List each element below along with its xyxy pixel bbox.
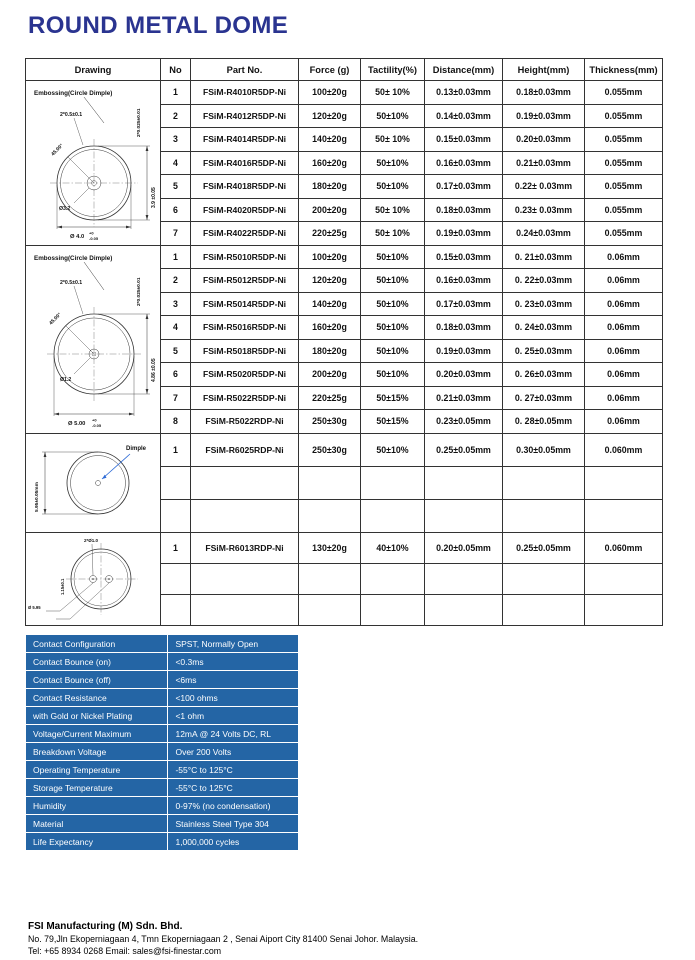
- cell-height: 0.22± 0.03mm: [503, 175, 585, 199]
- table-row: [26, 532, 663, 563]
- pitch-dim-label: 1.15±0.1: [60, 578, 65, 595]
- cell-dist: 0.16±0.03mm: [425, 151, 503, 175]
- cell-dist: 0.13±0.03mm: [425, 81, 503, 105]
- col-header-height: Height(mm): [503, 59, 585, 81]
- table-row: [26, 245, 663, 269]
- col-header-tactility: Tactility(%): [361, 59, 425, 81]
- spec-value: Stainless Steel Type 304: [168, 815, 299, 833]
- center-dia-label: Ø1.2: [60, 376, 72, 383]
- cell-force: 130±20g: [299, 532, 361, 563]
- cell-no: [161, 499, 191, 532]
- drawing-title-label: Embossing(Circle Dimple): [34, 90, 113, 97]
- cell-tact: 50±15%: [361, 386, 425, 410]
- spec-label: Voltage/Current Maximum: [26, 725, 168, 743]
- col-header-force: Force (g): [299, 59, 361, 81]
- spec-value: <6ms: [168, 671, 299, 689]
- cell-height: [503, 594, 585, 625]
- spec-row: [26, 797, 299, 815]
- cell-no: 4: [161, 151, 191, 175]
- cell-part: [191, 563, 299, 594]
- spec-label: Material: [26, 815, 168, 833]
- cell-dist: 0.25±0.05mm: [425, 433, 503, 466]
- spec-row: [26, 671, 299, 689]
- electrical-spec-table: [25, 634, 299, 851]
- email-link[interactable]: sales@fsi-finestar.com: [132, 945, 222, 956]
- spec-label: with Gold or Nickel Plating: [26, 707, 168, 725]
- cell-tact: [361, 594, 425, 625]
- tol-plus-label: +0: [92, 417, 97, 422]
- cell-dist: [425, 594, 503, 625]
- cell-dist: [425, 466, 503, 499]
- cell-no: 7: [161, 222, 191, 246]
- cell-thick: 0.055mm: [585, 198, 663, 222]
- cell-no: 3: [161, 292, 191, 316]
- cell-height: 0.19±0.03mm: [503, 104, 585, 128]
- dimple-label: Dimple: [126, 445, 147, 452]
- cell-tact: 40±10%: [361, 532, 425, 563]
- cell-height: 0.18±0.03mm: [503, 81, 585, 105]
- cell-thick: 0.055mm: [585, 151, 663, 175]
- cell-force: 220±25g: [299, 222, 361, 246]
- cell-thick: 0.06mm: [585, 339, 663, 363]
- cell-dist: 0.23±0.05mm: [425, 410, 503, 434]
- drawing-cell: [26, 245, 161, 433]
- cell-height: 0. 24±0.03mm: [503, 316, 585, 340]
- cell-thick: 0.06mm: [585, 316, 663, 340]
- cell-force: 140±20g: [299, 128, 361, 152]
- spec-label: Contact Configuration: [26, 635, 168, 653]
- dim-top-label: 2*0.5±0.1: [60, 279, 83, 286]
- product-table: [25, 58, 663, 626]
- dimple-dia-label: 2*Ø1.0: [84, 537, 99, 543]
- spec-value: 12mA @ 24 Volts DC, RL: [168, 725, 299, 743]
- cell-height: 0.24±0.03mm: [503, 222, 585, 246]
- cell-part: [191, 594, 299, 625]
- cell-thick: 0.06mm: [585, 292, 663, 316]
- cell-thick: 0.055mm: [585, 175, 663, 199]
- cell-part: FSiM-R4022R5DP-Ni: [191, 222, 299, 246]
- cell-tact: 50±10%: [361, 316, 425, 340]
- cell-no: 6: [161, 363, 191, 387]
- outer-dia-label: Ø 5.00: [68, 420, 86, 427]
- spec-label: Breakdown Voltage: [26, 743, 168, 761]
- cell-no: 2: [161, 104, 191, 128]
- cell-force: 220±25g: [299, 386, 361, 410]
- contact-line: [28, 946, 418, 956]
- cell-dist: 0.18±0.03mm: [425, 316, 503, 340]
- cell-no: 4: [161, 316, 191, 340]
- cell-dist: 0.19±0.03mm: [425, 222, 503, 246]
- cell-tact: 50±10%: [361, 363, 425, 387]
- cell-force: 180±20g: [299, 175, 361, 199]
- spec-row: [26, 689, 299, 707]
- cell-no: 5: [161, 339, 191, 363]
- tol-minus-label: -0.05: [89, 236, 99, 241]
- cell-part: FSiM-R4018R5DP-Ni: [191, 175, 299, 199]
- spec-label: Operating Temperature: [26, 761, 168, 779]
- cell-force: 120±20g: [299, 269, 361, 293]
- cell-height: [503, 563, 585, 594]
- cell-thick: 0.06mm: [585, 245, 663, 269]
- spec-value: SPST, Normally Open: [168, 635, 299, 653]
- technical-drawing-r6013: [26, 533, 161, 624]
- cell-thick: 0.06mm: [585, 363, 663, 387]
- angle-label: 45.00°: [48, 311, 63, 326]
- cell-tact: 50± 10%: [361, 222, 425, 246]
- spec-row: [26, 707, 299, 725]
- spec-row: [26, 635, 299, 653]
- cell-thick: 0.06mm: [585, 386, 663, 410]
- cell-no: 7: [161, 386, 191, 410]
- cell-tact: 50±10%: [361, 292, 425, 316]
- outer-dia-label: Ø 4.0: [70, 234, 85, 240]
- spec-label: Contact Bounce (on): [26, 653, 168, 671]
- col-header-distance: Distance(mm): [425, 59, 503, 81]
- cell-no: 6: [161, 198, 191, 222]
- cell-tact: 50±10%: [361, 339, 425, 363]
- cell-dist: 0.15±0.03mm: [425, 128, 503, 152]
- cell-tact: 50± 10%: [361, 198, 425, 222]
- cell-thick: 0.055mm: [585, 128, 663, 152]
- cell-tact: 50±10%: [361, 433, 425, 466]
- cell-height: 0. 23±0.03mm: [503, 292, 585, 316]
- cell-tact: [361, 499, 425, 532]
- cell-height: 0. 27±0.03mm: [503, 386, 585, 410]
- cell-height: 0. 28±0.05mm: [503, 410, 585, 434]
- cell-thick: 0.06mm: [585, 410, 663, 434]
- cell-dist: 0.17±0.03mm: [425, 292, 503, 316]
- cell-part: FSiM-R4020R5DP-Ni: [191, 198, 299, 222]
- spec-value: 0-97% (no condensation): [168, 797, 299, 815]
- cell-part: FSiM-R5022RDP-Ni: [191, 410, 299, 434]
- cell-tact: 50± 10%: [361, 128, 425, 152]
- cell-part: FSiM-R5016R5DP-Ni: [191, 316, 299, 340]
- cell-thick: 0.055mm: [585, 81, 663, 105]
- cell-part: FSiM-R5018R5DP-Ni: [191, 339, 299, 363]
- cell-no: 1: [161, 532, 191, 563]
- cell-force: 160±20g: [299, 316, 361, 340]
- cell-dist: 0.14±0.03mm: [425, 104, 503, 128]
- cell-dist: 0.17±0.03mm: [425, 175, 503, 199]
- cell-no: 2: [161, 269, 191, 293]
- cell-tact: 50±10%: [361, 269, 425, 293]
- cell-height: 0. 21±0.03mm: [503, 245, 585, 269]
- technical-drawing-r50: [26, 246, 161, 432]
- drawing-cell: [26, 532, 161, 625]
- cell-part: [191, 499, 299, 532]
- cell-force: 250±30g: [299, 410, 361, 434]
- cell-part: FSiM-R4012R5DP-Ni: [191, 104, 299, 128]
- cell-part: FSiM-R5014R5DP-Ni: [191, 292, 299, 316]
- cell-part: FSiM-R5012R5DP-Ni: [191, 269, 299, 293]
- cell-tact: 50±10%: [361, 245, 425, 269]
- cell-tact: [361, 563, 425, 594]
- spec-label: Life Expectancy: [26, 833, 168, 851]
- cell-thick: [585, 594, 663, 625]
- tol-plus-label: +0: [89, 230, 94, 236]
- cell-tact: [361, 466, 425, 499]
- cell-force: 100±20g: [299, 245, 361, 269]
- table-header-row: [26, 59, 663, 81]
- spec-row: [26, 653, 299, 671]
- spec-row: [26, 833, 299, 851]
- cell-height: [503, 466, 585, 499]
- height-dim-label: 5.95±0.05mm: [35, 481, 40, 512]
- cell-tact: 50± 10%: [361, 81, 425, 105]
- spec-value: -55°C to 125°C: [168, 779, 299, 797]
- cell-dist: 0.20±0.03mm: [425, 363, 503, 387]
- cell-force: 140±20g: [299, 292, 361, 316]
- cell-part: FSiM-R4016R5DP-Ni: [191, 151, 299, 175]
- cell-height: 0.20±0.03mm: [503, 128, 585, 152]
- cell-force: 100±20g: [299, 81, 361, 105]
- cell-height: 0. 26±0.03mm: [503, 363, 585, 387]
- cell-no: 1: [161, 245, 191, 269]
- cell-height: 0. 25±0.03mm: [503, 339, 585, 363]
- cell-no: 5: [161, 175, 191, 199]
- cell-tact: 50±15%: [361, 410, 425, 434]
- cell-force: [299, 563, 361, 594]
- spec-row: [26, 761, 299, 779]
- spec-value: <1 ohm: [168, 707, 299, 725]
- col-header-no: No: [161, 59, 191, 81]
- spec-label: Storage Temperature: [26, 779, 168, 797]
- cell-thick: [585, 563, 663, 594]
- tel-text: Tel: +65 8934 0268 Email:: [28, 945, 133, 956]
- cell-thick: [585, 499, 663, 532]
- cell-force: 200±20g: [299, 198, 361, 222]
- cell-height: 0.30±0.05mm: [503, 433, 585, 466]
- table-row: [26, 81, 663, 105]
- cell-no: [161, 563, 191, 594]
- cell-height: 0.25±0.05mm: [503, 532, 585, 563]
- drawing-cell: [26, 433, 161, 532]
- cell-part: FSiM-R4014R5DP-Ni: [191, 128, 299, 152]
- cell-part: FSiM-R6013RDP-Ni: [191, 532, 299, 563]
- cell-tact: 50±10%: [361, 175, 425, 199]
- cell-force: 180±20g: [299, 339, 361, 363]
- spec-row: [26, 743, 299, 761]
- cell-dist: 0.21±0.03mm: [425, 386, 503, 410]
- dim-right-top-label: 2*0.025±0.01: [137, 276, 142, 306]
- cell-dist: 0.19±0.03mm: [425, 339, 503, 363]
- cell-no: 1: [161, 433, 191, 466]
- cell-dist: [425, 499, 503, 532]
- company-address: No. 79,Jln Ekoperniagaan 4, Tmn Ekoperniagaan 2 , Senai Aiport City 81400 Senai Johor. Malaysia.: [28, 934, 419, 944]
- cell-height: 0.23± 0.03mm: [503, 198, 585, 222]
- angle-label: 45.00°: [50, 142, 65, 158]
- dim-top-label: 2*0.5±0.1: [60, 112, 83, 118]
- cell-force: 200±20g: [299, 363, 361, 387]
- spec-label: Contact Resistance: [26, 689, 168, 707]
- spec-label: Humidity: [26, 797, 168, 815]
- cell-height: 0. 22±0.03mm: [503, 269, 585, 293]
- col-header-part: Part No.: [191, 59, 299, 81]
- table-row: [26, 433, 663, 466]
- cell-part: FSiM-R5020R5DP-Ni: [191, 363, 299, 387]
- cell-part: [191, 466, 299, 499]
- spec-value: -55°C to 125°C: [168, 761, 299, 779]
- cell-thick: 0.055mm: [585, 104, 663, 128]
- cell-thick: 0.060mm: [585, 532, 663, 563]
- cell-height: 0.21±0.03mm: [503, 151, 585, 175]
- company-name: FSI Manufacturing (M) Sdn. Bhd.: [28, 921, 183, 932]
- cell-dist: 0.18±0.03mm: [425, 198, 503, 222]
- spec-label: Contact Bounce (off): [26, 671, 168, 689]
- dim-right-top-label: 2*0.025±0.01: [137, 108, 142, 137]
- cell-height: [503, 499, 585, 532]
- cell-no: [161, 466, 191, 499]
- cell-thick: 0.06mm: [585, 269, 663, 293]
- technical-drawing-r6025: [26, 434, 161, 531]
- cell-force: 250±30g: [299, 433, 361, 466]
- page-title: ROUND METAL DOME: [28, 12, 289, 39]
- cell-no: 3: [161, 128, 191, 152]
- cell-force: [299, 466, 361, 499]
- cell-thick: 0.055mm: [585, 222, 663, 246]
- spec-row: [26, 815, 299, 833]
- cell-tact: 50±10%: [361, 104, 425, 128]
- cell-force: [299, 499, 361, 532]
- height-dim-label: 4.86 ±0.05: [151, 357, 157, 382]
- cell-part: FSiM-R5010R5DP-Ni: [191, 245, 299, 269]
- cell-part: FSiM-R4010R5DP-Ni: [191, 81, 299, 105]
- height-dim-label: 3.9 ±0.05: [151, 187, 157, 208]
- center-dia-label: Ø3.2: [59, 206, 71, 212]
- spec-row: [26, 725, 299, 743]
- cell-part: FSiM-R5022R5DP-Ni: [191, 386, 299, 410]
- footer: [28, 921, 418, 956]
- cell-tact: 50±10%: [361, 151, 425, 175]
- col-header-drawing: Drawing: [26, 59, 161, 81]
- spec-value: <100 ohms: [168, 689, 299, 707]
- cell-thick: 0.060mm: [585, 433, 663, 466]
- col-header-thickness: Thickness(mm): [585, 59, 663, 81]
- cell-no: 1: [161, 81, 191, 105]
- drawing-cell: [26, 81, 161, 246]
- drawing-title-label: Embossing(Circle Dimple): [34, 254, 113, 262]
- cell-force: 160±20g: [299, 151, 361, 175]
- cell-thick: [585, 466, 663, 499]
- cell-dist: [425, 563, 503, 594]
- cell-part: FSiM-R6025RDP-Ni: [191, 433, 299, 466]
- spec-value: <0.3ms: [168, 653, 299, 671]
- cell-dist: 0.15±0.03mm: [425, 245, 503, 269]
- technical-drawing-r40: [26, 81, 161, 243]
- cell-force: 120±20g: [299, 104, 361, 128]
- cell-no: 8: [161, 410, 191, 434]
- spec-value: Over 200 Volts: [168, 743, 299, 761]
- outer-dia-label: Ø 5.95: [28, 604, 41, 610]
- spec-row: [26, 779, 299, 797]
- cell-no: [161, 594, 191, 625]
- cell-dist: 0.16±0.03mm: [425, 269, 503, 293]
- cell-force: [299, 594, 361, 625]
- cell-dist: 0.20±0.05mm: [425, 532, 503, 563]
- tol-minus-label: -0.05: [92, 422, 102, 428]
- spec-value: 1,000,000 cycles: [168, 833, 299, 851]
